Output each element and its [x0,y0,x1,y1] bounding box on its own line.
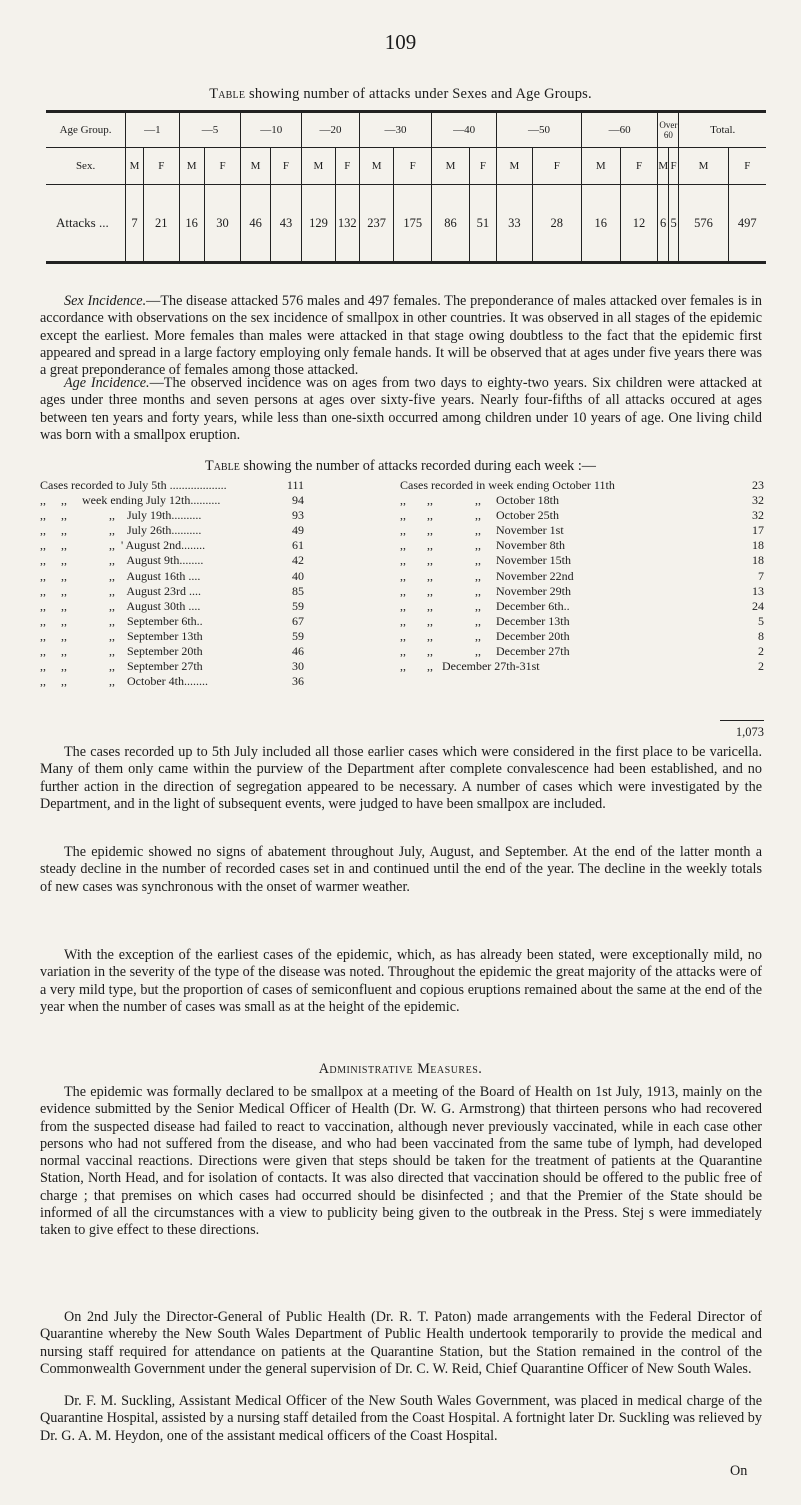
age-group-header: —1 [126,112,179,148]
sex-incidence-text: —The disease attacked 576 males and 497 females. The preponderance of males attacked over females is in accordance with observations on the sex incidence of smallpox in other countries. It was observed in all stages of the epidemic except the earliest. More females than males were attacked in that stage owing doubtless to the fact that the epidemic first appeared and spread in a large factory employing only female hands. It will be observed that at ages under five years there was a great preponderance of females among those attacked. [40,293,762,379]
weekly-row-label: ,, ,, ,, November 1st [400,523,564,538]
attacks-cell: 28 [532,185,581,263]
weekly-row [40,538,390,553]
weekly-row-value: 13 [752,583,764,598]
attacks-cell: 132 [335,185,359,263]
sex-m: M [302,148,336,185]
weekly-row [40,584,390,599]
weekly-row [400,599,765,614]
declared-text: The epidemic was formally declared to be smallpox at a meeting of the Board of Health on 1st July, 1913, mainly on the evidence submitted by the Senior Medical Officer of Health (Dr. W. G. Armstrong) that thirteen persons who had recovered from the suspected disease had failed to react to vaccination, although never previously vaccinated, while in each case other persons who had not suffered from the disease, and who had been vaccinated from the same tube of lymph, had developed normal vaccinal reactions. Directions were given that steps should be taken for the treatment of patients at the Quarantine Station, North Head, and for isolation of contacts. It was also directed that vaccination should be offered to the public free of charge ; that premises on which cases had occurred should be disinfected ; and that the Premier of the State should be informed of all the circumstances with a view to publicity being given to the outbreak in the Press. Stej s were immediately taken to give effect to these directions. [40,1084,762,1239]
attacks-cell: 16 [179,185,204,263]
weekly-row [40,674,390,689]
weekly-row-value: 67 [292,613,304,628]
weekly-row-value: 59 [292,628,304,643]
sex-label: Sex. [46,148,126,185]
age-group-header: —10 [241,112,302,148]
weekly-row-value: 85 [292,583,304,598]
weekly-row-label: ,, ,, ,, August 16th .... [40,568,201,583]
table1-caption [0,86,801,103]
weekly-row [40,644,390,659]
sex-f: F [204,148,241,185]
weekly-row-label: ,, ,, ,, August 9th........ [40,553,204,568]
attacks-cell: 51 [469,185,496,263]
attacks-cell: 86 [432,185,470,263]
weekly-row [40,629,390,644]
weekly-row-label: ,, ,, ,, September 20th [40,644,203,659]
weekly-row [40,523,390,538]
weekly-row-value: 30 [292,659,304,674]
cases-text: The cases recorded up to 5th July included all those earlier cases which were considered in the first place to be varicella. Many of them only came within the purview of the Department after complete convalescence had been established, and no further action in the direction of segregation appeared to be necessary. A number of cases which were investigated by the Department, and in the light of subsequent events, were judged to have been smallpox are included. [40,744,762,812]
weekly-row [400,614,765,629]
attacks-cell: 46 [241,185,270,263]
sex-m: M [581,148,620,185]
attacks-row [46,185,766,263]
table1-caption-label: Table [209,86,246,102]
attacks-cell: 5 [668,185,678,263]
weekly-row-label: ,, ,, ,, November 15th [400,553,571,568]
weekly-row-value: 2 [758,659,764,674]
weekly-row [40,599,390,614]
table2-caption-text: showing the number of attacks recorded during each week :— [243,458,596,474]
weekly-row-label: ,, ,, ,, December 20th [400,628,570,643]
weekly-total: 1,073 [735,725,764,739]
page-number: 109 [384,30,417,54]
attacks-cell: 576 [679,185,728,263]
weekly-row-label: Cases recorded in week ending October 11th [400,478,615,492]
age-group-header: Total. [679,112,766,148]
age-group-header: Over 60 [658,112,679,148]
attacks-cell: 497 [728,185,766,263]
age-group-header: —20 [302,112,360,148]
weekly-row-value: 24 [752,598,764,613]
weekly-row-label: ,, ,, ,, December 6th.. [400,598,570,613]
weekly-row-label: ,, ,, ,, July 19th.......... [40,508,202,523]
weekly-row [400,569,765,584]
attacks-cell: 237 [359,185,394,263]
weekly-row [400,629,765,644]
weekly-row-value: 94 [292,493,304,508]
weekly-row-label: ,, ,, ,, September 13th [40,628,203,643]
age-group-header: —60 [581,112,657,148]
attacks-cell: 6 [658,185,668,263]
weekly-row [40,478,390,493]
weekly-row-label: ,, ,, ,, July 26th.......... [40,523,202,538]
weekly-row [40,569,390,584]
sex-f: F [469,148,496,185]
weekly-row-label: Cases recorded to July 5th ................... [40,478,227,492]
weekly-row-value: 49 [292,523,304,538]
exception-text: With the exception of the earliest cases of the epidemic, which, as has already been stated, were exceptionally mild, no variation in the severity of the type of the disease was noted. Throughout the epidemic the great majority of the attacks were of a very mild type, but the proportion of cases of semiconfluent and copious eruptions remained about the same at the end of the year when the number of cases was small as at the height of the epidemic. [40,947,762,1015]
weekly-row [400,553,765,568]
weekly-row-value: 93 [292,508,304,523]
attacks-cell: 30 [204,185,241,263]
sex-m: M [179,148,204,185]
weekly-row [400,538,765,553]
weekly-row-label: ,, ,, ,, November 22nd [400,568,574,583]
weekly-row-label: ,, ,, ,, December 13th [400,613,570,628]
weekly-row-value: 7 [758,568,764,583]
weekly-row [400,644,765,659]
sex-f: F [335,148,359,185]
weekly-row-value: 17 [752,523,764,538]
age-incidence-text: —The observed incidence was on ages from two days to eighty-two years. Six children were attacked at ages under three months and seven persons at ages over sixty-five years. Nearly four-fifths of all attacks occured at ages between ten years and forty years, while less than one-sixth occurred among children under 10 years of age. One living child was born with a smallpox eruption. [40,375,762,443]
weekly-row-label: ,, ,, ,, September 6th.. [40,613,203,628]
weekly-row-value: 36 [292,674,304,689]
attacks-cell: 175 [394,185,432,263]
weekly-row [400,584,765,599]
weekly-row [40,508,390,523]
age-sex-table [46,110,766,264]
weekly-row [400,478,765,493]
attacks-cell: 21 [143,185,179,263]
sex-m: M [679,148,728,185]
sex-f: F [270,148,301,185]
weekly-row-value: 18 [752,553,764,568]
epidemic-text: The epidemic showed no signs of abatement throughout July, August, and September. At the end of the latter month a steady decline in the number of recorded cases set in and continued until the end of the year. The decline in the weekly totals of new cases was synchronous with the onset of warmer weather. [40,844,762,895]
catchword: On [730,1463,748,1479]
table2-caption-label: Table [205,458,240,474]
sex-f: F [394,148,432,185]
weekly-row [40,553,390,568]
attacks-cell: 7 [126,185,144,263]
sex-row [46,148,766,185]
suckling-text: Dr. F. M. Suckling, Assistant Medical Officer of the New South Wales Government, was placed in medical charge of the Quarantine Hospital, assisted by a nursing staff detailed from the Coast Hospital. A fortnight later Dr. Suckling was relieved by Dr. G. A. M. Heydon, one of the assistant medical officers of the Coast Hospital. [40,1393,762,1444]
weekly-row-value: 18 [752,538,764,553]
sex-f: F [620,148,658,185]
weekly-row [400,523,765,538]
sex-m: M [658,148,668,185]
weekly-row-value: 2 [758,644,764,659]
weekly-row-label: ,, ,, ,, October 4th........ [40,674,208,689]
weekly-row-value: 32 [752,493,764,508]
weekly-table-left [40,478,390,689]
weekly-row [400,508,765,523]
attacks-cell: 43 [270,185,301,263]
cases-paragraph [40,744,762,813]
weekly-row-value: 111 [286,478,304,492]
attacks-cell: 16 [581,185,620,263]
weekly-row [400,659,765,674]
sex-f: F [143,148,179,185]
attacks-cell: 129 [302,185,336,263]
weekly-row-label: ,, ,, ,, August 23rd .... [40,583,202,598]
table1-caption-text: showing number of attacks under Sexes and Age Groups. [248,86,592,102]
age-group-header: —5 [179,112,241,148]
weekly-row-label: ,, ,, ,, November 29th [400,583,571,598]
weekly-row-label: ,, ,, ,, October 18th [400,493,559,508]
sex-incidence-heading: Sex Incidence. [64,293,147,309]
weekly-row [40,659,390,674]
weekly-row-value: 23 [752,478,764,492]
weekly-row-label: ,, ,, ,, October 25th [400,508,559,523]
weekly-table-right [400,478,765,674]
epidemic-paragraph [40,844,762,896]
weekly-row-value: 40 [292,568,304,583]
attacks-cell: 33 [497,185,533,263]
weekly-row-value: 8 [758,628,764,643]
director-text: On 2nd July the Director-General of Public Health (Dr. R. T. Paton) made arrangements with the Federal Director of Quarantine whereby the New South Wales Department of Public Health undertook temporarily to provide the medical and nursing staff required for attendance on patients at the Quarantine Station, but the Station remained in the control of the Commonwealth Government under the general supervision of Dr. C. W. Reid, Chief Quarantine Officer of New South Wales. [40,1309,762,1377]
director-paragraph [40,1309,762,1378]
weekly-row-value: 59 [292,598,304,613]
suckling-paragraph [40,1393,762,1445]
weekly-row-label: ,, ,, ,, December 27th [400,644,570,659]
weekly-row-label: ,, ,, ,, ' August 2nd........ [40,538,206,553]
weekly-row-value: 46 [292,644,304,659]
weekly-row-label: ,, ,, week ending July 12th.......... [40,493,221,508]
sex-f: F [728,148,766,185]
sex-m: M [359,148,394,185]
weekly-row-value: 32 [752,508,764,523]
sex-f: F [532,148,581,185]
age-group-label: Age Group. [46,112,126,148]
weekly-row [40,493,390,508]
weekly-row-value: 5 [758,613,764,628]
age-group-header: —50 [497,112,582,148]
age-group-row [46,112,766,148]
weekly-row-label: ,, ,, ,, September 27th [40,659,203,674]
weekly-row-value: 42 [292,553,304,568]
weekly-row-label: ,, ,, December 27th-31st [400,659,540,674]
weekly-row-value: 61 [292,538,304,553]
sex-m: M [497,148,533,185]
sex-m: M [432,148,470,185]
sex-m: M [126,148,144,185]
age-group-header: —40 [432,112,497,148]
weekly-row [40,614,390,629]
weekly-row-label: ,, ,, ,, November 8th [400,538,565,553]
weekly-row-label: ,, ,, ,, August 30th .... [40,598,201,613]
declared-paragraph [40,1084,762,1240]
sex-m: M [241,148,270,185]
administrative-measures-heading: Administrative Measures. [318,1061,483,1077]
attacks-label: Attacks ... [46,185,126,263]
weekly-row [400,493,765,508]
age-incidence-heading: Age Incidence. [64,375,150,391]
sex-incidence-paragraph [40,293,762,379]
exception-paragraph [40,947,762,1016]
table2-caption [0,458,801,475]
age-incidence-paragraph [40,375,762,444]
sex-f: F [668,148,678,185]
attacks-cell: 12 [620,185,658,263]
total-rule [720,720,764,721]
age-group-header: —30 [359,112,431,148]
